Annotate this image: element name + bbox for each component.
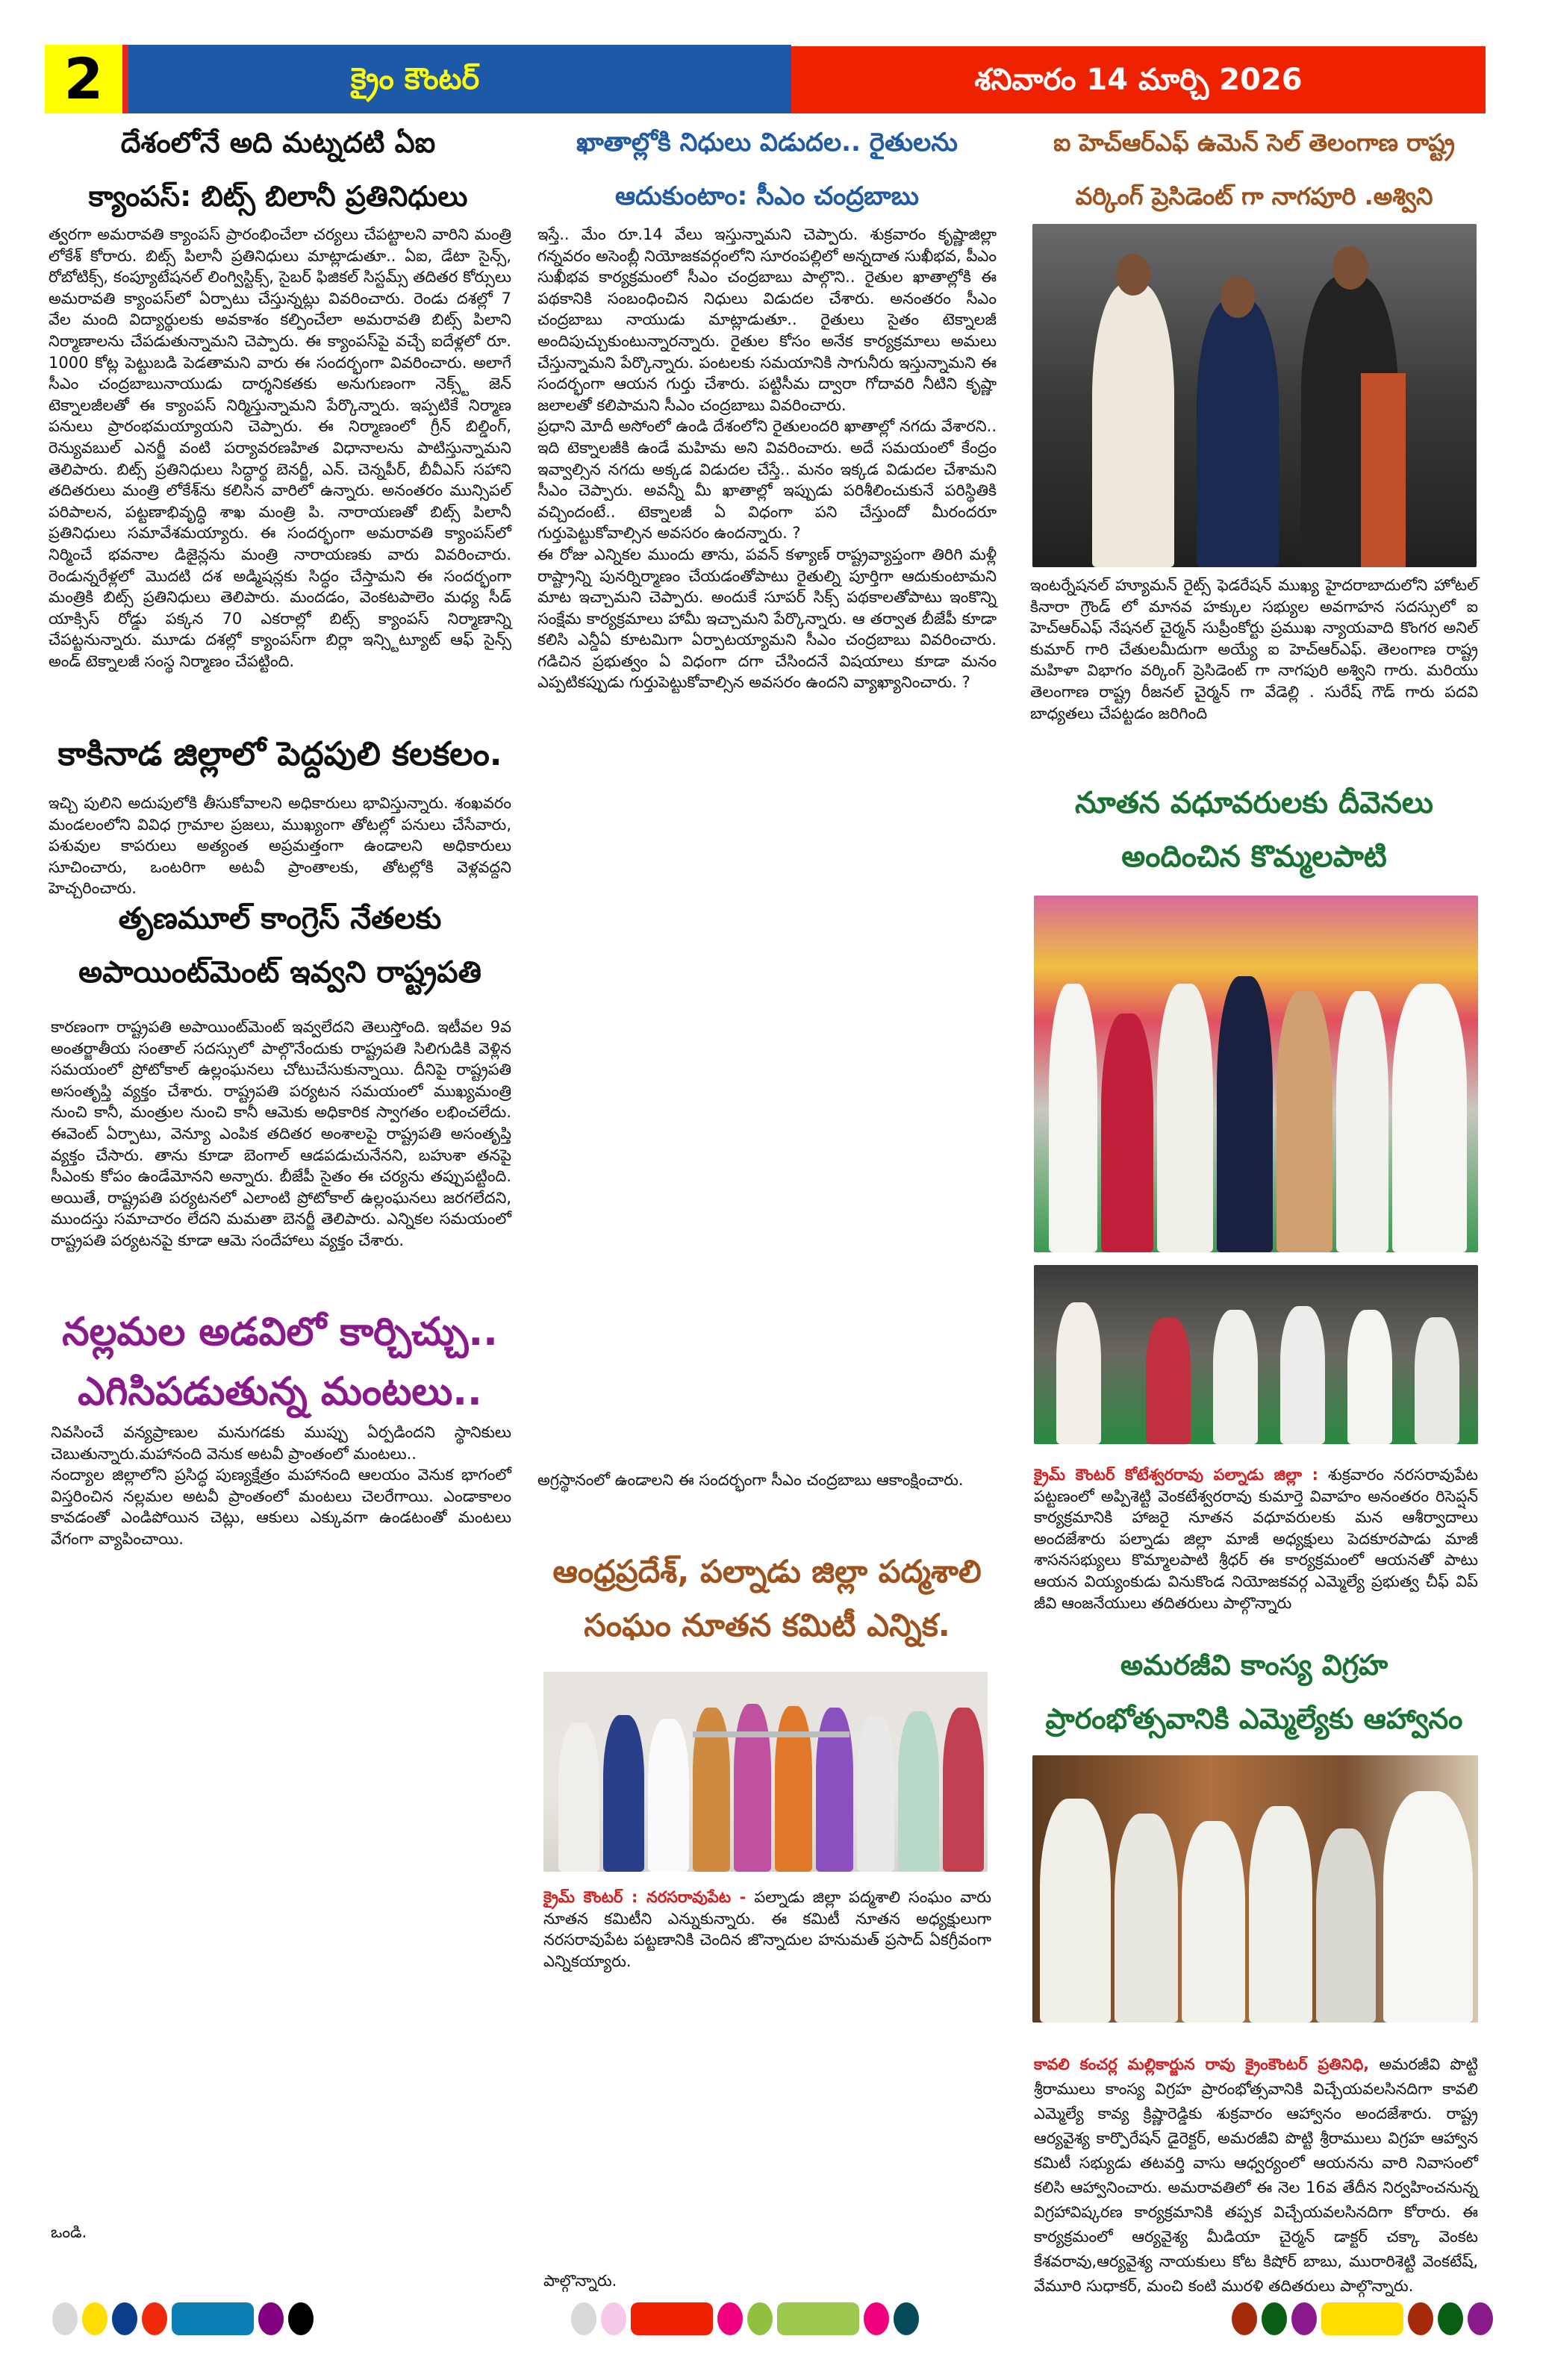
footer-color-dot [601, 2302, 626, 2335]
headline-line: నూతన వధూవరులకు దీవెనలు [1074, 786, 1434, 820]
paragraph: ప్రధాని మోదీ అసోంలో ఉండి దేశంలోని రైతులందరి ఖాతాల్లో నగదు వేశారని.. ఇది టెక్నాలజీకి ఉండే మహిమ అని వివరించారు. అదే సమయంలో కేంద్రం ఇవ్వాల్సిన నగదు అక్కడ విడుదల చేస్తే.. మనం ఇక్కడ విడుదల చేశామని సీఎం చెప్పారు. అవన్నీ మీ ఖాతాల్లో ఇప్పుడు పరిశీలించుకునే పరిస్థితికి వచ్చిందంటే.. టెక్నాలజీ ఏ విధంగా పని చేస్తుందో మీరందరూ గుర్తుపెట్టుకోవాల్సిన అవసరం ఉందన్నారు. ? [537, 417, 997, 543]
wedding-headline [1019, 776, 1489, 884]
paragraph: నంద్యాల జిల్లాలోని ప్రసిద్ధ పుణ్యక్షేత్రం మహానంది ఆలయం వెనుక భాగంలో విస్తరించిన నల్లమల అటవీ ప్రాంతంలో మంటలు చెలరేగాయి. ఎండాకాలం కావడంతో ఎండిపోయిన చెట్లు, ఆకులు ఎక్కువగా ఉండటంతో మంటలు వేగంగా వ్యాపించాయి. [51, 1466, 511, 1548]
amarajeevi-article-body [1034, 2052, 1478, 2299]
headline-line: క్యాంపస్: బిట్స్ బిలానీ ప్రతినిధులు [88, 180, 468, 213]
padmashali-headline [534, 1545, 1000, 1652]
footer-color-dot [1321, 2302, 1403, 2335]
footer-color-dot [172, 2302, 254, 2335]
headline-line: ఐ హెచ్‌ఆర్‌ఎఫ్ ఉమెన్ సెల్ తెలంగాణ రాష్ట్ర [1053, 128, 1455, 157]
padmashali-committee-photo [543, 1672, 988, 1872]
footer-color-dot [571, 2302, 596, 2335]
footer-color-dot [631, 2302, 713, 2335]
bits-headline [49, 116, 508, 223]
footer-color-dots-middle [571, 2302, 919, 2335]
footer-color-dot [142, 2302, 167, 2335]
paragraph: అగ్రస్థానంలో ఉండాలని ఈ సందర్భంగా సీఎం చంద్రబాబు ఆకాంక్షించారు. [537, 1471, 964, 1490]
kakinada-headline: కాకినాడ జిల్లాలో పెద్దపులి కలకలం. [57, 735, 502, 773]
wedding-guests-photo [1034, 1265, 1478, 1444]
paragraph: ఇస్తే.. మేం రూ.14 వేలు ఇస్తున్నామని చెప్పారు. శుక్రవారం కృష్ణాజిల్లా గన్నవరం అసెంబ్లీ నియోజకవర్గంలోని సూరంపల్లిలో అన్నదాత సుఖీభవ, పీఎం సుఖీభవ కార్యక్రమంలో సీఎం చంద్రబాబు పాల్గొని.. రైతుల ఖాతాల్లోకి ఈ పథకానికి సంబంధించిన నిధులు విడుదల చేశారు. అనంతరం సీఎం చంద్రబాబు నాయుడు మాట్లాడుతూ.. రైతులు సైతం టెక్నాలజీ అందిపుచ్చుకుంటున్నారన్నారు. రైతుల కోసం అనేక కార్యక్రమాలు అమలు చేస్తున్నామని పేర్కొన్నారు. పంటలకు సమయానికి సాగునీరు ఇస్తున్నామని ఈ సందర్భంగా ఆయన గుర్తు చేశారు. పట్టిసీమ ద్వారా గోదావరి నీటిని కృష్ణా జలాలతో కలిపామని సీఎం చంద్రబాబు వివరించారు. [537, 225, 997, 414]
masthead-date: శనివారం 14 మార్చి 2026 [791, 46, 1486, 113]
headline-line: అమరజీవి కాంస్య విగ్రహ [1120, 1649, 1388, 1681]
padmashali-dateline: క్రైమ్ కౌంటర్ : నరసరావుపేట - [543, 1888, 746, 1906]
footer-color-dot [747, 2302, 773, 2335]
footer-color-dot [1438, 2302, 1463, 2335]
wedding-article-body [1034, 1464, 1478, 1636]
paragraph: పల్నాడు జిల్లా పద్మశాలి సంఘం వారు నూతన కమిటీని ఎన్నుకున్నారు. ఈ కమిటీ నూతన అధ్యక్షులుగా నరసరావుపేట పట్టణానికి చెందిన జొన్నాదుల హనుమత్ ప్రసాద్ ఏకగ్రీవంగా ఎన్నికయ్యారు. [543, 1888, 991, 1970]
wedding-stage-photo [1034, 896, 1478, 1252]
headline-line: తృణమూల్ కాంగ్రెస్ నేతలకు [118, 902, 442, 936]
trinamool-article-body [51, 1016, 511, 1300]
paragraph: పాల్గొన్నారు. [543, 2272, 617, 2290]
headline-line: సంఘం నూతన కమిటీ ఎన్నిక. [584, 1607, 950, 1643]
paragraph: అమరజీవి పొట్టి శ్రీరాములు కాంస్య విగ్రహ ప్రారంభోత్సవానికి విచ్చేయవలసినదిగా కావలి ఎమ్మెల్యే కావ్య క్రిష్ణారెడ్డికు శుక్రవారం ఆహ్వానం అందజేశారు. రాష్ట్ర ఆర్యవైశ్య కార్పొరేషన్ డైరెక్టర్, అమరజీవి పొట్టి శ్రీరాములు విగ్రహ ఆహ్వాన కమిటీ సభ్యుడు తటవర్తి వాసు ఆధ్వర్యంలో ఆయనను వారి నివాసంలో కలిసి ఆహ్వానించారు. అమరావతిలో ఈ నెల 16వ తేదీన నిర్వహించనున్న విగ్రహావిష్కరణ కార్యక్రమానికి తప్పక విచ్చేయవలసినదిగా కోరారు. ఈ కార్యక్రమంలో ఆర్యవైశ్య మీడియా చైర్మన్ డాక్టర్ చక్కా వెంకట కేశవరావు,ఆర్యవైశ్య నాయకులు కోట కిషోర్ బాబు, మురారిశెట్టి వెంకటేష్, వేమూరి సుధాకర్, మంచి కంటి మురళి తదితరులు పాల్గొన్నారు. [1034, 2055, 1478, 2295]
footer-color-dot [1291, 2302, 1317, 2335]
nallamala-article-body [51, 1422, 511, 2287]
ihrf-headline [1019, 116, 1489, 223]
paragraph: కారణంగా రాష్ట్రపతి అపాయింట్‌మెంట్ ఇవ్వలేదని తెలుస్తోంది. ఇటీవల 9వ అంతర్జాతీయ సంతాల్ సదస్సులో పాల్గొనేందుకు రాష్ట్రపతి సిలిగుడికి వెళ్లిన సమయంలో ప్రోటోకాల్ ఉల్లంఘనలు చోటుచేసుకున్నాయి. దీనిపై రాష్ట్రపతి అసంతృప్తి వ్యక్తం చేశారు. రాష్ట్రపతి పర్యటన సమయంలో ముఖ్యమంత్రి నుంచి కానీ, మంత్రుల నుంచి కానీ ఆమెకు అధికారిక స్వాగతం లభించలేదు. ఈవెంట్ ఏర్పాటు, వెన్యూ ఎంపిక తదితర అంశాలపై రాష్ట్రపతి అసంతృప్తి వ్యక్తం చేసారు. తాను కూడా బెంగాల్ ఆడపడుచునేనని, బహుశా తనపై సీఎంకు కోపం ఉండేమోనని అన్నారు. బీజేపీ సైతం ఈ చర్యను తప్పుపట్టింది. అయితే, రాష్ట్రపతి పర్యటనలో ఎలాంటి ప్రోటోకాల్ ఉల్లంఘనలు జరగలేదని, ముందస్తు సమాచారం లేదని మమతా బెనర్జీ తెలిపారు. ఎన్నికల సమయంలో రాష్ట్రపతి పర్యటనపై కూడా ఆమె సందేహాలు వ్యక్తం చేశారు. [51, 1018, 511, 1249]
footer-color-dots-right [1232, 2302, 1493, 2335]
headline-line: ఆంధ్రప్రదేశ్, పల్నాడు జిల్లా పద్మశాలి [552, 1553, 982, 1590]
footer-color-dots-left [52, 2302, 314, 2335]
footer-color-dot [894, 2302, 919, 2335]
headline-line: అందించిన కొమ్మలపాటి [1121, 840, 1387, 874]
bits-article-body [49, 224, 511, 739]
amarajeevi-dateline: కావలి కంచర్ల మల్లికార్జున రావు క్రైంకౌంటర్ ప్రతినిధి, [1034, 2055, 1370, 2073]
paragraph: ఒండి. [51, 2223, 87, 2241]
headline-line: ఎగిసిపడుతున్న మంటలు.. [78, 1369, 482, 1414]
footer-color-dot [717, 2302, 743, 2335]
paragraph: త్వరగా అమరావతి క్యాంపస్ ప్రారంభించేలా చర్యలు చేపట్టాలని వారిని మంత్రి లోకేశ్ కోరారు. బిట్స్ పిలానీ ప్రతినిధులు మాట్లాడుతూ.. ఏఐ, డేటా సైన్స్, రోబోటిక్స్, కంప్యూటేషనల్ లింగ్విస్టిక్స్, సైబర్ ఫిజికల్ సిస్టమ్స్ తదితర కోర్సులు అమరావతి క్యాంపస్‌లో ఏర్పాటు చేస్తున్నట్లు వివరించారు. రెండు దశల్లో 7 వేల మంది విద్యార్థులకు అవకాశం కల్పించేలా అమరావతి బిట్స్ పిలాని నిర్మాణాలను చేపడుతున్నామని చెప్పారు. ఈ క్యాంపస్‌పై వచ్చే ఐదేళ్లలో రూ. 1000 కోట్ల పెట్టుబడి పెడతామని వారు ఈ సందర్భంగా వివరించారు. అలాగే సీఎం చంద్రబాబునాయుడు దార్శనికతకు అనుగుణంగా నెక్స్ట్ జెన్ టెక్నాలజీలతో ఈ క్యాంపస్ నిర్మిస్తున్నామని పేర్కొన్నారు. ఇప్పటికే నిర్మాణ పనులు ప్రారంభమయ్యాయని చెప్పారు. ఈ నిర్మాణంలో గ్రీన్ బిల్డింగ్, రెన్యువబుల్ ఎనర్జీ వంటి పర్యావరణహిత విధానాలను పాటిస్తున్నామని తెలిపారు. బిట్స్ ప్రతినిధులు సిద్ధార్థ బెనర్జీ, ఎన్. చెన్నపీర్, బీవీఎస్ సహాని తదితరులు మంత్రి లోకేశ్‌ను కలిసిన వారిలో ఉన్నారు. అనంతరం మున్సిపల్ పరిపాలన, పట్టణాభివృద్ధి శాఖ మంత్రి పి. నారాయణతో బిట్స్ పిలానీ ప్రతినిధులు సమావేశమయ్యారు. ఈ సందర్భంగా అమరావతి క్యాంపస్‌లో నిర్మించే భవనాల డిజైన్లను మంత్రి నారాయణకు వారు వివరించారు. రెండున్నరేళ్లలో మొదటి దశ అడ్మిషన్లకు సిద్ధం చేస్తామని ఈ సందర్భంగా మంత్రికి బిట్స్ ప్రతినిధులు తెలిపారు. మందడం, వెంకటపాలెం మధ్య సీడ్ యాక్సిస్ రోడ్డు పక్కన 70 ఎకరాల్లో బిట్స్ క్యాంపస్ నిర్మాణాన్ని చేపట్టనున్నారు. మూడు దశల్లో క్యాంపస్‌గా బిర్లా ఇన్స్టిట్యూట్ ఆఫ్ సైన్స్ అండ్ టెక్నాలజీ సంస్థ నిర్మాణం చేపట్టింది. [49, 225, 511, 670]
footer-color-dot [1468, 2302, 1493, 2335]
footer-color-dot [1408, 2302, 1433, 2335]
footer-color-dot [864, 2302, 889, 2335]
headline-line: ఖాతాల్లోకి నిధులు విడుదల.. రైతులను [576, 128, 958, 157]
headline-line: వర్కింగ్ ప్రెసిడెంట్ గా నాగపూరి .అశ్విని [1075, 182, 1433, 210]
page-number: 2 [45, 45, 128, 113]
footer-color-dot [1232, 2302, 1257, 2335]
masthead-title: క్రైం కౌంటర్ [128, 45, 791, 113]
paragraph: ఈ రోజు ఎన్నికల ముందు తాను, పవన్ కళ్యాణ్ రాష్ట్రవ్యాప్తంగా తిరిగి మళ్లీ రాష్ట్రాన్ని పునర్నిర్మాణం చేయడంతోపాటు రైతుల్ని పూర్తిగా ఆదుకుంటామని మాట ఇచ్చామని చెప్పారు. అందుకే సూపర్ సిక్స్ పథకాలతోపాటు ఇంకొన్ని సంక్షేమ కార్యక్రమాలు హామీ ఇచ్చామని పేర్కొన్నారు. ఆ తర్వాత బీజేపీ కూడా కలిసి ఎన్డీఏ కూటమిగా ఏర్పాటయ్యామని సీఎం చంద్రబాబు వివరించారు. గడిచిన ప్రభుత్వం ఏ విధంగా దగా చేసిందనే విషయాలు కూడా మనం ఎప్పటికప్పుడు గుర్తుపెట్టుకోవాల్సిన అవసరం ఉందని వ్యాఖ్యానించారు. ? [537, 545, 997, 692]
paragraph: ఇంటర్నేషనల్ హ్యూమన్ రైట్స్ ఫెడరేషన్ ముఖ్య హైదరాబాదులోని హోటల్ కినారా గ్రౌండ్ లో మానవ హక్కుల సభ్యుల అవగాహన సదస్సులో ఐ హెచ్‌ఆర్‌ఎఫ్ నేషనల్ చైర్మన్ సుప్రీంకోర్టు ప్రముఖ న్యాయవాది కొంగర అనిల్ కుమార్ గారి చేతులమీదుగా అయ్యే ఐ హెచ్‌ఆర్‌ఎఫ్. తెలంగాణ రాష్ట్ర మహిళా విభాగం వర్కింగ్ ప్రెసిడెంట్ గా నాగపురి అశ్విని గారు. మరియు తెలంగాణ రాష్ట్ర రీజనల్ చైర్మన్ గా వేడెల్లి . సురేష్ గౌడ్ గారు పదవి బాధ్యతలు చేపట్టడం జరిగింది [1030, 576, 1478, 722]
cm-headline [534, 116, 1000, 223]
footer-color-dot [112, 2302, 137, 2335]
cm-article-body [537, 224, 997, 1530]
paragraph: శుక్రవారం నరసరావుపేట పట్టణంలో అప్పిశెట్టి వెంకటేశ్వరరావు కుమార్తె వివాహం అనంతరం రిసెప్షన్ కార్యక్రమానికి హాజరై నూతన వధూవరులకు మన ఆశీర్వాదాలు అందజేశారు పల్నాడు జిల్లా మాజీ అధ్యక్షులు పెదకూరపాడు మాజీ శాసనసభ్యులు కొమ్మాలపాటి శ్రీధర్ ఈ కార్యక్రమంలో ఆయనతో పాటు ఆయన వియ్యంకుడు వినుకొండ నియోజకవర్గ ఎమ్మెల్యే ప్రభుత్వ చీఫ్ విప్ జీవి ఆంజనేయులు తదితరులు పాల్గొన్నారు [1034, 1466, 1478, 1612]
wedding-dateline: క్రైమ్ కౌంటర్ కోటేశ్వరరావు పల్నాడు జిల్లా : [1034, 1466, 1319, 1484]
footer-color-dot [52, 2302, 78, 2335]
headline-line: ఆదుకుంటాం: సీఎం చంద్రబాబు [614, 181, 920, 211]
trinamool-headline [49, 892, 511, 999]
padmashali-article-body [543, 1887, 991, 2290]
footer-color-dot [1262, 2302, 1287, 2335]
headline-line: నల్లమల అడవిలో కార్చిచ్చు.. [62, 1310, 498, 1355]
footer-color-dot [82, 2302, 107, 2335]
footer-color-dot [777, 2302, 859, 2335]
ihrf-award-photo [1032, 224, 1477, 567]
headline-line: దేశంలోనే అది మట్నదటి ఏఐ [120, 126, 436, 159]
ihrf-article-body [1030, 575, 1478, 746]
amarajeevi-invitation-photo [1032, 1755, 1478, 2023]
kakinada-article-body [49, 793, 511, 898]
paragraph: నివసించే వన్యప్రాణుల మనుగడకు ముప్పు ఏర్పడిందని స్థానికులు చెబుతున్నారు.మహానంది వెనుక అటవీ ప్రాంతంలో మంటలు.. [51, 1423, 511, 1463]
footer-color-dot [258, 2302, 284, 2335]
nallamala-headline [49, 1302, 511, 1422]
amarajeevi-headline [1019, 1638, 1489, 1746]
headline-line: ప్రారంభోత్సవానికి ఎమ్మెల్యేకు ఆహ్వానం [1045, 1702, 1463, 1735]
headline-line: అపాయింట్‌మెంట్ ఇవ్వని రాష్ట్రపతి [78, 955, 481, 990]
footer-color-dot [288, 2302, 314, 2335]
paragraph: ఇచ్చి పులిని అదుపులోకి తీసుకోవాలని అధికారులు భావిస్తున్నారు. శంఖవరం మండలంలోని వివిధ గ్రామాల ప్రజలు, ముఖ్యంగా తోటల్లో పనులు చేసేవారు, పశువుల కాపరులు అత్యంత అప్రమత్తంగా ఉండాలని అధికారులు సూచించారు, ఒంటరిగా అటవీ ప్రాంతాలకు, తోటల్లోకి వెళ్లవద్దని హెచ్చరించారు. [49, 794, 511, 898]
